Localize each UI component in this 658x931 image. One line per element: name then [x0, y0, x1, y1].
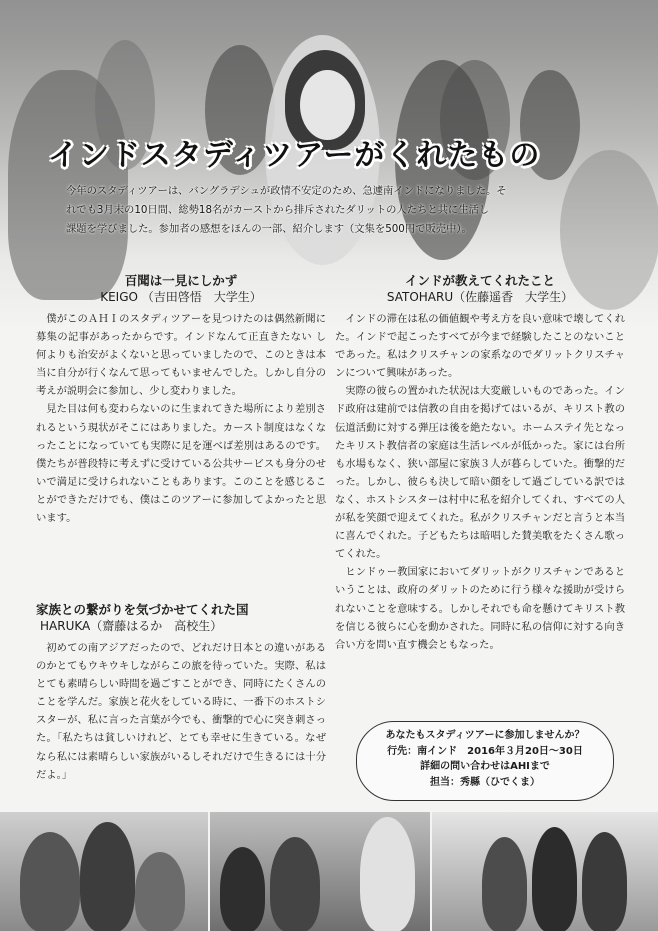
- page-title: インドスタディツアーがくれたもの: [48, 138, 541, 173]
- info-line: 担当：秀縣（ひでくま）: [430, 776, 540, 788]
- essay-haruka: [36, 601, 326, 784]
- essay-paragraph: 初めての南アジアだったので、どれだけ日本との違いがあるのかとてもウキウキしながらこの旅を待っていた。実際、私はとても素晴らしい時間を過ごすことができ、同時にたくさんのことを学んだ。家族と花火をしている時に、一番下のホストシスターが、私に言った言葉が今でも、衝撃的で心に突き刺さった。「私たちは貧しいけれど、とても幸せに生きている。なぜなら私には素晴らしい家族がいるしそれだけで生きるには十分だよ。」: [36, 642, 326, 781]
- photo-schoolchildren: [210, 812, 430, 931]
- intro-text: [66, 182, 606, 239]
- photo-students-with-children: [0, 812, 208, 931]
- photo-person: [482, 837, 527, 931]
- essay-paragraph: 見た目は何も変わらないのに生まれてきた場所により差別されるという現状がそこにはありました。カースト制度はなくなったことになっていても実際に足を運べば差別はあるのです。僕たちが普段特に考えずに受けている公共サービスも身分のせいで満足に受けられないこともあります。このことを感じることができただけでも、僕はこのツアーに参加してよかったと思います。: [36, 403, 326, 525]
- photo-child: [135, 852, 185, 931]
- photo-person: [582, 832, 627, 931]
- tour-info-box: [356, 721, 614, 801]
- photo-person: [20, 832, 80, 931]
- essay-satoharu: [335, 272, 625, 654]
- essay-title: 百聞は一見にしかず: [124, 273, 238, 288]
- info-line: あなたもスタディツアーに参加しませんか？: [385, 730, 585, 741]
- essay-title: 家族との繋がりを気づかせてくれた国: [36, 602, 249, 617]
- essay-author: SATOHARU（佐藤遥香 大学生）: [386, 290, 574, 304]
- essay-paragraph: インドの滞在は私の価値観や考え方を良い意味で壊してくれた。インドで起こったすべてが今まで経験したことのないことであった。私はクリスチャンの家系なのでダリットクリスチャンについて興味があった。: [335, 313, 625, 380]
- info-line: 詳細の問い合わせはAHIまで: [420, 761, 550, 772]
- photo-person: [360, 817, 415, 931]
- intro-line: 課題を学びました。参加者の感想をほんの一部、紹介します（文集を500円で販売中）。: [66, 223, 472, 235]
- info-line: 行先：南インド 2016年３月20日～30日: [387, 745, 583, 757]
- photo-background-building: [0, 0, 658, 40]
- essay-keigo: [36, 272, 326, 527]
- photo-child: [220, 847, 265, 931]
- essay-body: [36, 310, 326, 527]
- essay-paragraph: ヒンドゥー教国家においてダリットがクリスチャンであるということは、政府のダリットのために行う様々な援助が受けられないことを意味する。しかしそれでも命を懸けてキリスト教を信じる彼らに心を動かされた。同時に私の信仰に対する向き合い方を問い直す機会ともなった。: [335, 566, 625, 651]
- intro-line: れでも3月末の10日間、総勢18名がカーストから排斥されたダリットの人たちと共に生活し: [66, 204, 490, 216]
- essay-body: [335, 310, 625, 654]
- essay-paragraph: 僕がこのＡＨＩのスタディツアーを見つけたのは偶然新聞に募集の記事があったからです。インドなんて正直きたない し何よりも治安がよくないと思っていましたので、このときは本当に自分が行くなんて思ってもいませんでした。しかし自分の考えが説明会に参加し、少し変わりました。: [36, 313, 326, 398]
- photo-child: [270, 837, 320, 931]
- photo-person: [532, 827, 577, 931]
- essay-author: HARUKA（齋藤はるか 高校生）: [40, 619, 223, 633]
- essay-author: KEIGO （吉田啓悟 大学生）: [100, 290, 262, 304]
- essay-body: [36, 639, 326, 784]
- intro-line: 今年のスタディツアーは、バングラデシュが政情不安定のため、急遽南インドになりました。そ: [66, 185, 507, 197]
- essay-paragraph: 実際の彼らの置かれた状況は大変厳しいものであった。インド政府は建前では信教の自由を掲げてはいるが、キリスト教の伝道活動に対する弾圧は後を絶たない。ホームステイ先となったキリスト教信者の家庭は生活レベルが低かった。家には台所も水場もなく、狭い部屋に家族３人が暮らしていた。衝撃的だった。しかし、彼らも決して暗い顔をして過ごしている訳ではなく、ホストシスターは村中に私を紹介してくれ、すべての人が私を笑顔で迎えてくれた。私がクリスチャンだと言うと本当に喜んでくれた。子どもたちは暗唱した賛美歌をたくさん歌ってくれた。: [335, 385, 625, 561]
- photo-person: [80, 822, 135, 931]
- photo-group-outdoors: [432, 812, 658, 931]
- essay-title: インドが教えてくれたこと: [404, 273, 555, 288]
